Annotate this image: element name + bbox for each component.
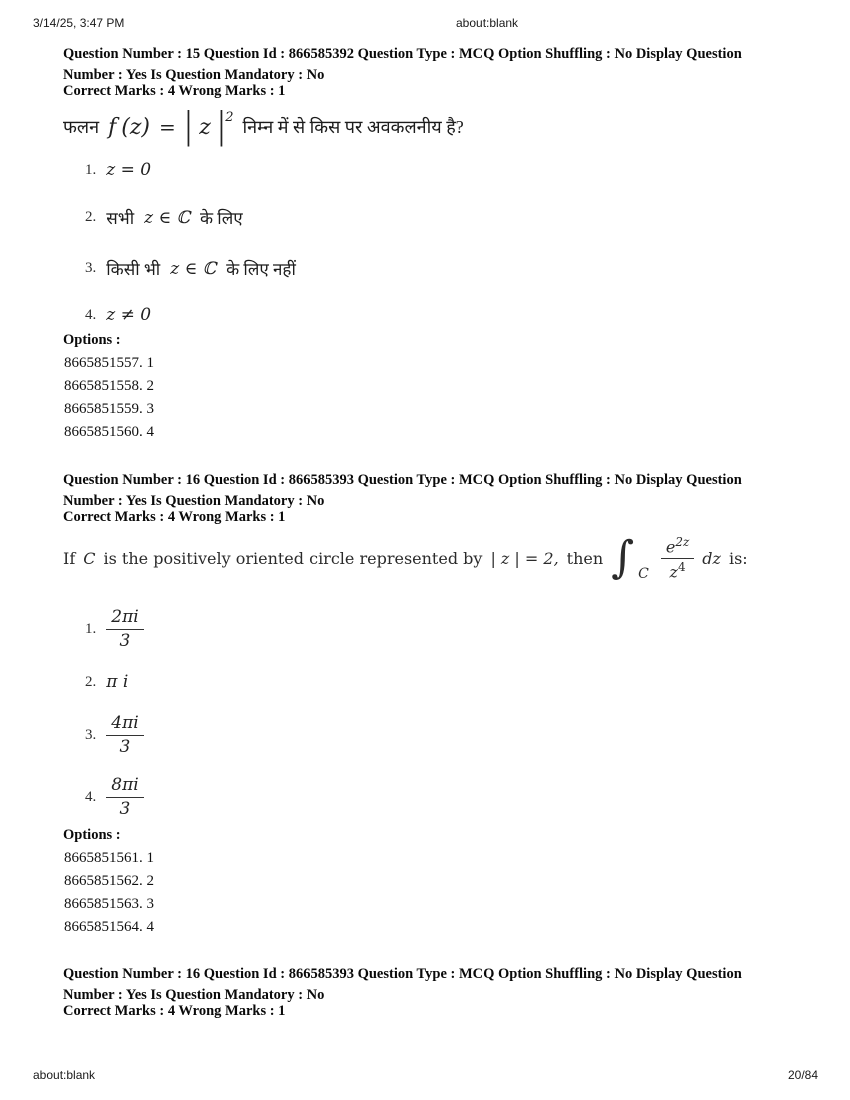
numerator-base: e bbox=[665, 537, 676, 556]
q16-variable-C: C bbox=[83, 548, 96, 568]
fraction-denominator: 3 bbox=[119, 737, 131, 757]
q15-option-1 bbox=[85, 160, 151, 180]
fraction-numerator: 2πi bbox=[106, 607, 143, 630]
header-timestamp: 3/14/25, 3:47 PM bbox=[33, 16, 125, 30]
integral-sign: ∫ bbox=[611, 532, 635, 584]
footer-page-title: about:blank bbox=[33, 1068, 96, 1082]
option-text-suffix: के लिए नहीं bbox=[226, 260, 296, 279]
option-number: 2. bbox=[85, 673, 97, 690]
integrand-fraction bbox=[661, 535, 694, 582]
option-math: z ∈ ℂ bbox=[170, 258, 217, 279]
q15-option-2 bbox=[85, 206, 243, 229]
option-id: 8665851558. 2 bbox=[64, 378, 154, 394]
option-id: 8665851562. 2 bbox=[64, 873, 154, 889]
q16-repeat-marks-line: Correct Marks : 4 Wrong Marks : 1 bbox=[63, 1003, 286, 1019]
numerator-exponent: 2z bbox=[675, 534, 690, 549]
option-fraction bbox=[106, 775, 143, 819]
option-number: 1. bbox=[85, 620, 97, 637]
option-text-prefix: सभी bbox=[106, 209, 135, 228]
q16-stem-after: is: bbox=[728, 548, 748, 568]
q15-option-4 bbox=[85, 305, 151, 325]
option-number: 1. bbox=[85, 161, 97, 178]
integral-subscript: C bbox=[638, 566, 649, 582]
option-id: 8665851563. 3 bbox=[64, 896, 154, 912]
q16-option-3 bbox=[85, 713, 144, 757]
denominator-exponent: 4 bbox=[677, 560, 686, 574]
q15-marks-line: Correct Marks : 4 Wrong Marks : 1 bbox=[63, 83, 286, 99]
header-page-title: about:blank bbox=[456, 16, 519, 30]
q15-stem-prefix: फलन bbox=[63, 117, 100, 137]
q15-function-symbol: f bbox=[108, 114, 117, 140]
option-math: z ∈ ℂ bbox=[144, 207, 190, 228]
q15-stem-suffix: निम्न में से किस पर अवकलनीय है? bbox=[242, 117, 464, 137]
q16-stem-t1: If bbox=[63, 548, 76, 568]
option-number: 2. bbox=[85, 209, 97, 225]
option-fraction bbox=[106, 607, 143, 651]
q16-option-1 bbox=[85, 607, 144, 651]
option-number: 3. bbox=[85, 260, 97, 276]
q15-exponent: 2 bbox=[225, 109, 234, 125]
option-id: 8665851560. 4 bbox=[64, 424, 154, 440]
q16-option-4 bbox=[85, 775, 144, 819]
option-fraction bbox=[106, 713, 143, 757]
q15-variable-z: z bbox=[199, 114, 211, 140]
footer-page-number: 20/84 bbox=[787, 1068, 818, 1082]
option-text-prefix: किसी भी bbox=[106, 260, 161, 279]
fraction-denominator: 3 bbox=[119, 799, 131, 819]
q16-option-id-list bbox=[64, 847, 154, 939]
option-math: z = 0 bbox=[106, 160, 152, 180]
abs-bar-left: | bbox=[184, 106, 193, 148]
q16-option-2 bbox=[85, 672, 128, 692]
q16-options-label: Options : bbox=[63, 827, 121, 843]
fraction-denominator bbox=[661, 559, 694, 581]
option-number: 4. bbox=[85, 788, 97, 805]
q15-meta-line: Question Number : 15 Question Id : 866585392 Question Type : MCQ Option Shuffling : No Display Question Number : Yes Is Question Mandatory : No bbox=[63, 46, 742, 83]
fraction-numerator: 4πi bbox=[106, 713, 143, 736]
option-math: z ≠ 0 bbox=[106, 305, 152, 325]
denominator-base: z bbox=[669, 562, 678, 582]
q15-options-label: Options : bbox=[63, 332, 121, 348]
q15-abs-expression bbox=[184, 106, 234, 148]
q15-option-3 bbox=[85, 257, 296, 280]
differential: dz bbox=[702, 548, 721, 568]
fraction-numerator: 8πi bbox=[106, 775, 143, 798]
q16-marks-line: Correct Marks : 4 Wrong Marks : 1 bbox=[63, 509, 286, 525]
q16-meta-line: Question Number : 16 Question Id : 866585393 Question Type : MCQ Option Shuffling : No Display Question Number : Yes Is Question Mandatory : No bbox=[63, 472, 742, 509]
q16-stem-t3: then bbox=[566, 548, 604, 568]
option-id: 8665851561. 1 bbox=[64, 850, 154, 866]
option-id: 8665851559. 3 bbox=[64, 401, 154, 417]
q16-repeat-meta-line: Question Number : 16 Question Id : 866585393 Question Type : MCQ Option Shuffling : No Display Question Number : Yes Is Question Mandatory : No bbox=[63, 966, 742, 1003]
q16-abs-condition: | z | = 2, bbox=[490, 548, 559, 568]
option-id: 8665851564. 4 bbox=[64, 919, 154, 935]
fraction-denominator: 3 bbox=[119, 631, 131, 651]
q16-question-text bbox=[63, 527, 748, 589]
q15-option-id-list bbox=[64, 352, 154, 444]
option-math: π i bbox=[106, 672, 129, 692]
abs-bar-right: | bbox=[217, 106, 226, 148]
q15-question-text bbox=[63, 105, 464, 149]
option-text-suffix: के लिए bbox=[200, 209, 243, 228]
option-number: 3. bbox=[85, 726, 97, 743]
q15-equals-sign: = bbox=[159, 115, 176, 139]
q15-function-arg: (z) bbox=[121, 114, 150, 140]
q16-stem-t2: is the positively oriented circle represented by bbox=[103, 548, 483, 568]
option-id: 8665851557. 1 bbox=[64, 355, 154, 371]
fraction-numerator bbox=[661, 535, 694, 559]
option-number: 4. bbox=[85, 306, 97, 323]
